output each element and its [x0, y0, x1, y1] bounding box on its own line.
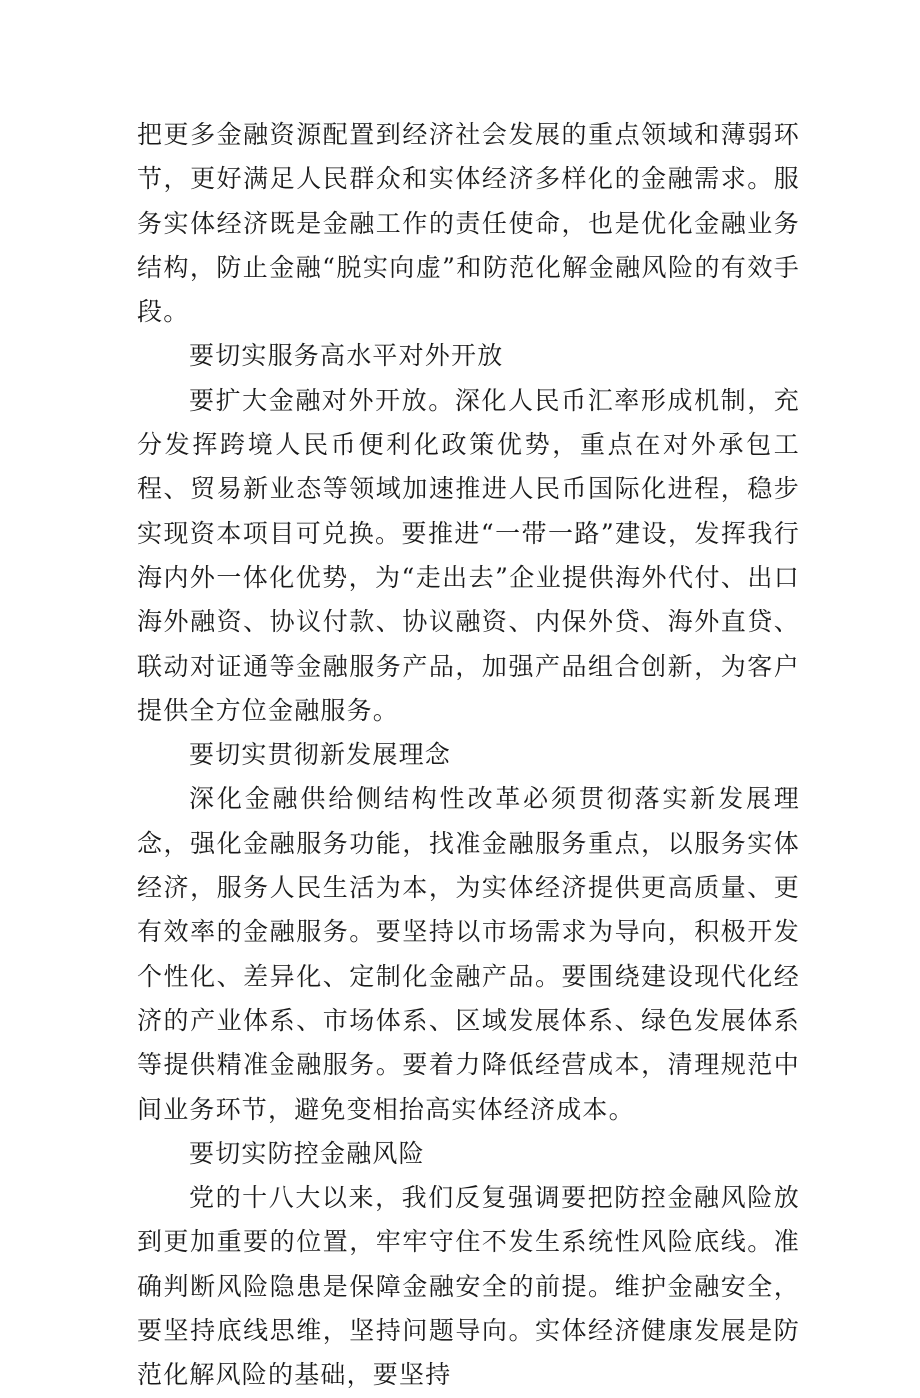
section-heading-risk-control: 要切实防控金融风险 [189, 1138, 425, 1168]
paragraph-risk-control: 党的十八大以来，我们反复强调要把防控金融风险放到更加重要的位置，牢牢守住不发生系统性风险底线。准确判断风险隐患是保障金融安全的前提。维护金融安全，要坚持底线思维，坚持问题导向。实体经济健康发展是防范化解风险的基础，要坚持 [137, 1183, 800, 1390]
section-heading-opening-up: 要切实服务高水平对外开放 [189, 341, 504, 371]
paragraph-continued: 把更多金融资源配置到经济社会发展的重点领域和薄弱环节，更好满足人民群众和实体经济多样化的金融需求。服务实体经济既是金融工作的责任使命，也是优化金融业务结构，防止金融“脱实向虚”和防范化解金融风险的有效手段。 [137, 120, 800, 327]
document-body [137, 113, 800, 1398]
paragraph-development-concept: 深化金融供给侧结构性改革必须贯彻落实新发展理念，强化金融服务功能，找准金融服务重点，以服务实体经济，服务人民生活为本，为实体经济提供更高质量、更有效率的金融服务。要坚持以市场需求为导向，积极开发个性化、差异化、定制化金融产品。要围绕建设现代化经济的产业体系、市场体系、区域发展体系、绿色发展体系等提供精准金融服务。要着力降低经营成本，清理规范中间业务环节，避免变相抬高实体经济成本。 [137, 784, 800, 1124]
section-heading-development-concept: 要切实贯彻新发展理念 [189, 740, 452, 770]
paragraph-opening-up: 要扩大金融对外开放。深化人民币汇率形成机制，充分发挥跨境人民币便利化政策优势，重点在对外承包工程、贸易新业态等领域加速推进人民币国际化进程，稳步实现资本项目可兑换。要推进“一带一路”建设，发挥我行海内外一体化优势，为“走出去”企业提供海外代付、出口海外融资、协议付款、协议融资、内保外贷、海外直贷、联动对证通等金融服务产品，加强产品组合创新，为客户提供全方位金融服务。 [137, 385, 800, 725]
